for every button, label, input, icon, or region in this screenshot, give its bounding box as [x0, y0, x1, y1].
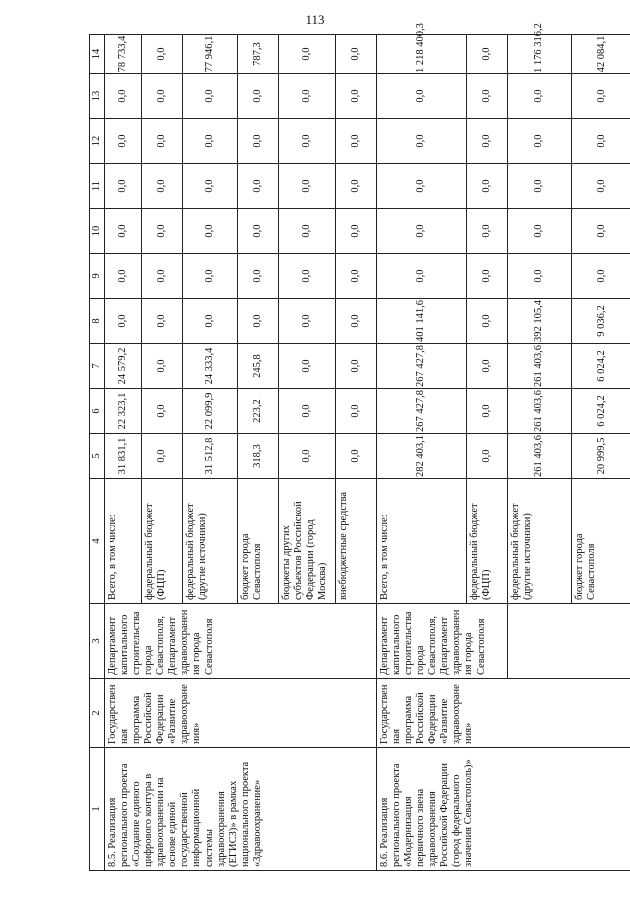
amount-cell: 0,0: [467, 299, 508, 344]
amount-cell: 0,0: [183, 119, 238, 164]
table-row: [105, 35, 142, 871]
amount-cell: 0,0: [238, 74, 279, 119]
funding-source-cell: бюджет города Севастополя: [572, 479, 630, 604]
amount-cell: 1 218 400,3: [377, 35, 467, 74]
amount-cell: 0,0: [142, 119, 183, 164]
column-number: 8: [90, 299, 105, 344]
amount-cell: 0,0: [336, 35, 377, 74]
funding-source-cell: федеральный бюджет (другие источники): [508, 479, 572, 604]
table-row: [377, 35, 467, 871]
amount-cell: 0,0: [467, 209, 508, 254]
column-number: 2: [90, 679, 105, 748]
amount-cell: 0,0: [279, 74, 336, 119]
amount-cell: 261 403,6: [508, 344, 572, 389]
amount-cell: 22 099,9: [183, 389, 238, 434]
amount-cell: 0,0: [508, 254, 572, 299]
column-number: 9: [90, 254, 105, 299]
amount-cell: 24 579,2: [105, 344, 142, 389]
amount-cell: 401 141,6: [377, 299, 467, 344]
funding-source-cell: бюджеты других субъектов Российской Федерации (город Москва): [279, 479, 336, 604]
amount-cell: 0,0: [467, 74, 508, 119]
column-number: 1: [90, 748, 105, 871]
column-numbers-row: [90, 35, 105, 871]
amount-cell: 0,0: [105, 254, 142, 299]
amount-cell: 245,8: [238, 344, 279, 389]
amount-cell: 0,0: [467, 164, 508, 209]
page-number: 113: [305, 12, 325, 27]
rotated-table-container: [89, 0, 619, 905]
amount-cell: 0,0: [238, 299, 279, 344]
amount-cell: 31 512,8: [183, 434, 238, 479]
amount-cell: 0,0: [377, 254, 467, 299]
amount-cell: 20 999,5: [572, 434, 630, 479]
amount-cell: 0,0: [105, 164, 142, 209]
amount-cell: 0,0: [279, 434, 336, 479]
amount-cell: 0,0: [183, 254, 238, 299]
amount-cell: 0,0: [142, 74, 183, 119]
amount-cell: 0,0: [105, 209, 142, 254]
executor-cell-continuation: [508, 604, 630, 679]
amount-cell: 0,0: [238, 119, 279, 164]
amount-cell: 0,0: [238, 254, 279, 299]
amount-cell: 78 733,4: [105, 35, 142, 74]
amount-cell: 0,0: [142, 254, 183, 299]
program-cell: Государственная программа Российской Федерации «Развитие здравоохранения»: [105, 679, 377, 748]
amount-cell: 0,0: [142, 35, 183, 74]
amount-cell: 0,0: [336, 299, 377, 344]
amount-cell: 0,0: [279, 35, 336, 74]
amount-cell: 0,0: [572, 119, 630, 164]
amount-cell: 0,0: [336, 344, 377, 389]
column-number: 11: [90, 164, 105, 209]
amount-cell: 0,0: [508, 74, 572, 119]
amount-cell: 0,0: [279, 254, 336, 299]
amount-cell: 0,0: [572, 164, 630, 209]
activity-cell: 8.6. Реализация регионального проекта «Модернизация первичного звена здравоохранения Российской Федерации (город федерального значения Севастополь)»: [377, 748, 630, 871]
amount-cell: 0,0: [279, 299, 336, 344]
amount-cell: 0,0: [105, 74, 142, 119]
amount-cell: 0,0: [467, 254, 508, 299]
amount-cell: 0,0: [572, 209, 630, 254]
amount-cell: 0,0: [467, 389, 508, 434]
executor-cell: Департамент капитального строительства города Севастополя, Департамент здравоохранения города Севастополя: [377, 604, 508, 679]
amount-cell: 0,0: [467, 119, 508, 164]
amount-cell: 0,0: [142, 344, 183, 389]
amount-cell: 0,0: [279, 344, 336, 389]
amount-cell: 0,0: [467, 434, 508, 479]
amount-cell: 0,0: [279, 389, 336, 434]
amount-cell: 0,0: [572, 74, 630, 119]
amount-cell: 0,0: [279, 119, 336, 164]
column-number: 7: [90, 344, 105, 389]
funding-source-cell: федеральный бюджет (ФЦП): [142, 479, 183, 604]
amount-cell: 24 333,4: [183, 344, 238, 389]
activity-cell: 8.5. Реализация регионального проекта «Создание единого цифрового контура в здравоохранении на основе единой государственной информационной системы здравоохранения (ЕГИСЗ)» в рамках национального проекта «Здравоохранение»: [105, 748, 377, 871]
amount-cell: 0,0: [142, 164, 183, 209]
funding-source-cell: бюджет города Севастополя: [238, 479, 279, 604]
amount-cell: 0,0: [508, 119, 572, 164]
amount-cell: 0,0: [467, 35, 508, 74]
amount-cell: 0,0: [508, 164, 572, 209]
amount-cell: 318,3: [238, 434, 279, 479]
amount-cell: 267 427,8: [377, 389, 467, 434]
amount-cell: 42 084,1: [572, 35, 630, 74]
amount-cell: 0,0: [105, 299, 142, 344]
amount-cell: 0,0: [105, 119, 142, 164]
amount-cell: 6 024,2: [572, 344, 630, 389]
amount-cell: 22 323,1: [105, 389, 142, 434]
amount-cell: 267 427,8: [377, 344, 467, 389]
funding-source-cell: внебюджетные средства: [336, 479, 377, 604]
amount-cell: 0,0: [142, 389, 183, 434]
amount-cell: 0,0: [183, 209, 238, 254]
funding-source-cell: Всего, в том числе:: [377, 479, 467, 604]
amount-cell: 0,0: [377, 164, 467, 209]
column-number: 14: [90, 35, 105, 74]
amount-cell: 9 036,2: [572, 299, 630, 344]
amount-cell: 0,0: [183, 164, 238, 209]
amount-cell: 0,0: [336, 164, 377, 209]
amount-cell: 1 176 316,2: [508, 35, 572, 74]
amount-cell: 0,0: [142, 434, 183, 479]
amount-cell: 0,0: [336, 209, 377, 254]
amount-cell: 392 105,4: [508, 299, 572, 344]
column-number: 13: [90, 74, 105, 119]
column-number: 4: [90, 479, 105, 604]
amount-cell: 0,0: [336, 119, 377, 164]
column-number: 10: [90, 209, 105, 254]
funding-source-cell: федеральный бюджет (ФЦП): [467, 479, 508, 604]
amount-cell: 0,0: [572, 254, 630, 299]
amount-cell: 0,0: [508, 209, 572, 254]
column-number: 3: [90, 604, 105, 679]
amount-cell: 0,0: [336, 434, 377, 479]
amount-cell: 31 831,1: [105, 434, 142, 479]
amount-cell: 6 024,2: [572, 389, 630, 434]
amount-cell: 0,0: [142, 299, 183, 344]
amount-cell: 0,0: [377, 74, 467, 119]
column-number: 12: [90, 119, 105, 164]
amount-cell: 0,0: [238, 209, 279, 254]
amount-cell: 0,0: [377, 209, 467, 254]
amount-cell: 0,0: [336, 389, 377, 434]
column-number: 5: [90, 434, 105, 479]
amount-cell: 0,0: [336, 74, 377, 119]
column-number: 6: [90, 389, 105, 434]
amount-cell: 77 946,1: [183, 35, 238, 74]
amount-cell: 223,2: [238, 389, 279, 434]
funding-source-cell: Всего, в том числе:: [105, 479, 142, 604]
amount-cell: 0,0: [238, 164, 279, 209]
program-cell: Государственная программа Российской Федерации «Развитие здравоохранения»: [377, 679, 630, 748]
amount-cell: 261 403,6: [508, 389, 572, 434]
amount-cell: 0,0: [279, 164, 336, 209]
amount-cell: 0,0: [142, 209, 183, 254]
amount-cell: 0,0: [467, 344, 508, 389]
amount-cell: 261 403,6: [508, 434, 572, 479]
amount-cell: 0,0: [183, 299, 238, 344]
amount-cell: 282 403,1: [377, 434, 467, 479]
budget-table: [89, 23, 630, 871]
amount-cell: 0,0: [279, 209, 336, 254]
amount-cell: 0,0: [183, 74, 238, 119]
amount-cell: 787,3: [238, 35, 279, 74]
amount-cell: 0,0: [336, 254, 377, 299]
funding-source-cell: федеральный бюджет (другие источники): [183, 479, 238, 604]
executor-cell: Департамент капитального строительства города Севастополя, Департамент здравоохранения города Севастополя: [105, 604, 377, 679]
amount-cell: 0,0: [377, 119, 467, 164]
